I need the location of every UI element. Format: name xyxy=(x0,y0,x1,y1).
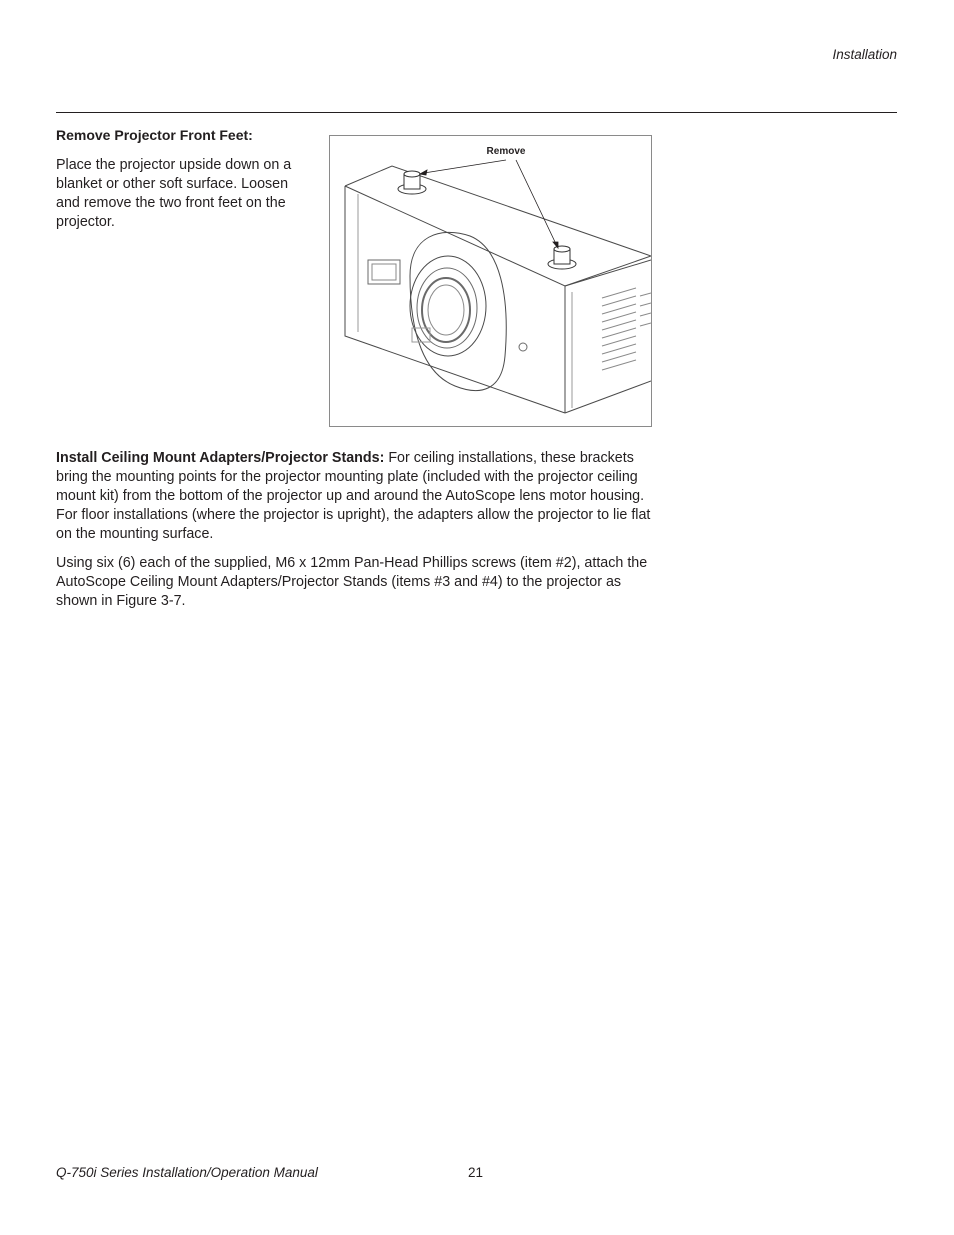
section-ceiling-mount-body: For ceiling installations, these brackets bring the mounting points for the projector mounting plate (included with the projector ceiling mount kit) from the bottom of the projector up and around the AutoScope lens motor housing. For floor installations (where the projector is upright), the adapters allow the projector to lie flat on the mounting surface. xyxy=(56,450,651,542)
section-ceiling-mount xyxy=(56,449,656,544)
footer-manual-title: Q-750i Series Installation/Operation Manual xyxy=(56,1165,318,1180)
projector-illustration xyxy=(330,136,651,426)
section-title-remove-feet: Remove Projector Front Feet: xyxy=(56,127,253,143)
section-body-remove-feet: Place the projector upside down on a blanket or other soft surface. Loosen and remove the two front feet on the projector. xyxy=(56,157,292,230)
figure-callout-remove: Remove xyxy=(486,146,526,157)
section-ceiling-mount-lead: Install Ceiling Mount Adapters/Projector Stands: xyxy=(56,450,385,466)
section-ceiling-mount-paragraph2: Using six (6) each of the supplied, M6 x 12mm Pan-Head Phillips screws (item #2), attach the AutoScope Ceiling Mount Adapters/Projector Stands (items #3 and #4) to the projector as shown in Figure 3-7. xyxy=(56,555,648,609)
footer-page-number: 21 xyxy=(468,1165,484,1180)
running-header: Installation xyxy=(832,47,897,62)
projector-figure xyxy=(329,135,652,427)
header-rule xyxy=(56,112,897,113)
